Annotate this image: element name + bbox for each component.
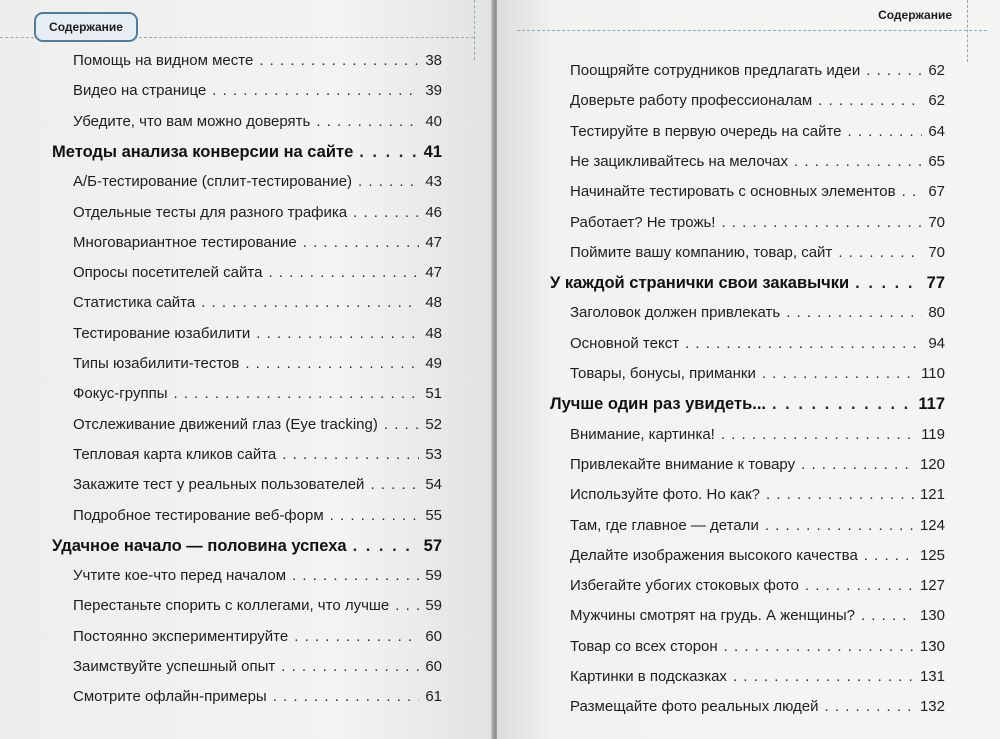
toc-entry xyxy=(73,234,442,251)
toc-entry-title: Работает? Не трожь! xyxy=(570,213,716,231)
toc-entry-title: Поощряйте сотрудников предлагать идеи xyxy=(570,62,861,79)
toc-entry-page: 131 xyxy=(919,668,945,685)
toc-entry-title: Помощь на видном месте xyxy=(73,52,254,69)
toc-entry-page: 62 xyxy=(928,92,945,110)
toc-entry-page: 60 xyxy=(425,627,442,645)
margin-rule-left xyxy=(474,0,475,60)
toc-entry-page: 41 xyxy=(423,142,442,161)
toc-leader-dots xyxy=(721,426,915,443)
toc-entry-page: 130 xyxy=(919,607,945,625)
toc-entry-page: 48 xyxy=(425,294,442,312)
toc-entry-page: 125 xyxy=(919,546,945,564)
toc-entry-page: 124 xyxy=(919,516,945,534)
toc-entry xyxy=(570,638,945,655)
toc-entry-title: Видео на странице xyxy=(73,82,207,100)
toc-entry-title: Учтите кое-что перед началом xyxy=(73,567,287,585)
toc-entry xyxy=(570,123,945,140)
toc-leader-dots xyxy=(281,658,419,675)
toc-entry xyxy=(570,183,945,200)
toc-entry-title: Лучше один раз увидеть... xyxy=(550,395,766,414)
toc-leader-dots xyxy=(864,547,914,564)
toc-entry-page: 48 xyxy=(425,324,442,342)
toc-entry-title: Методы анализа конверсии на сайте xyxy=(52,142,354,161)
toc-entry-title: Избегайте убогих стоковых фото xyxy=(570,577,799,595)
toc-entry xyxy=(570,577,945,594)
toc-entry xyxy=(73,507,442,524)
toc-entry-title: Начинайте тестировать с основных элементов xyxy=(570,183,896,201)
toc-entry-title: Типы юзабилити-тестов xyxy=(73,355,240,372)
toc-entry-page: 127 xyxy=(919,577,945,595)
toc-entry-page: 117 xyxy=(918,395,945,414)
toc-entry-title: Основной текст xyxy=(570,334,680,352)
toc-leader-dots xyxy=(245,355,419,372)
toc-entry xyxy=(570,456,945,473)
toc-leader-dots xyxy=(201,294,419,311)
toc-entry xyxy=(570,426,945,443)
toc-leader-dots xyxy=(282,446,419,463)
toc-leader-dots xyxy=(395,597,419,614)
toc-entry-page: 47 xyxy=(425,233,442,251)
toc-entry xyxy=(570,304,945,321)
toc-entry-title: Размещайте фото реальных людей xyxy=(570,698,819,716)
toc-entry-title: Тестируйте в первую очередь на сайте xyxy=(570,122,842,140)
toc-leader-dots xyxy=(786,304,922,321)
toc-entry-page: 119 xyxy=(921,425,945,443)
toc-entry-title: У каждой странички свои закавычки xyxy=(550,274,850,293)
toc-entry-title: Доверьте работу профессионалам xyxy=(570,92,813,110)
toc-entry-page: 130 xyxy=(919,637,945,655)
toc-entry xyxy=(73,628,442,645)
toc-leader-dots xyxy=(825,698,914,715)
toc-entry xyxy=(570,214,945,231)
toc-section xyxy=(550,395,945,414)
toc-entry-title: Отслеживание движений глаз (Eye tracking) xyxy=(73,415,378,433)
toc-leader-dots xyxy=(292,567,419,584)
toc-entry xyxy=(73,446,442,463)
margin-rule-right xyxy=(967,0,968,62)
toc-entry-title: Внимание, картинка! xyxy=(570,425,715,443)
toc-entry-page: 53 xyxy=(425,445,442,463)
toc-leader-dots xyxy=(353,537,418,556)
toc-entry-page: 110 xyxy=(921,365,945,382)
toc-entry xyxy=(570,486,945,503)
toc-entry xyxy=(73,325,442,342)
running-header: Содержание xyxy=(878,8,952,22)
toc-leader-dots xyxy=(724,638,914,655)
toc-entry-title: Заголовок должен привлекать xyxy=(570,304,781,322)
toc-entry-title: Поймите вашу компанию, товар, сайт xyxy=(570,243,833,261)
toc-entry-title: Делайте изображения высокого качества xyxy=(570,546,858,564)
toc-entry-page: 132 xyxy=(919,698,945,716)
toc-leader-dots xyxy=(268,264,419,281)
toc-entry-page: 52 xyxy=(425,415,442,433)
toc-entry xyxy=(570,517,945,534)
toc-entry-page: 94 xyxy=(928,334,945,352)
toc-entry-title: Товар со всех сторон xyxy=(570,637,718,655)
toc-entry xyxy=(570,244,945,261)
toc-leader-dots xyxy=(273,688,420,705)
toc-entry-page: 46 xyxy=(425,203,442,221)
toc-entry xyxy=(73,82,442,99)
toc-leader-dots xyxy=(212,82,419,99)
contents-tab xyxy=(34,12,138,42)
toc-entry-page: 67 xyxy=(928,183,945,201)
toc-entry-title: Опросы посетителей сайта xyxy=(73,264,263,282)
toc-leader-dots xyxy=(848,123,923,140)
toc-entry-page: 60 xyxy=(425,658,442,675)
toc-entry-page: 51 xyxy=(425,385,442,403)
toc-leader-dots xyxy=(259,52,419,69)
toc-entry-page: 47 xyxy=(425,264,442,282)
toc-leader-dots xyxy=(685,335,922,352)
toc-leader-dots xyxy=(801,456,914,473)
toc-entry-title: Не зацикливайтесь на мелочах xyxy=(570,152,788,170)
toc-entry-page: 38 xyxy=(425,52,442,69)
toc-entry-title: Там, где главное — детали xyxy=(570,516,759,534)
toc-leader-dots xyxy=(772,395,912,414)
toc-entry-title: Многовариантное тестирование xyxy=(73,233,297,251)
toc-leader-dots xyxy=(766,486,914,503)
toc-entry xyxy=(73,294,442,311)
toc-entry-title: Удачное начало — половина успеха xyxy=(52,536,347,555)
toc-leader-dots xyxy=(256,325,419,342)
toc-entry-page: 59 xyxy=(425,597,442,615)
toc-entry xyxy=(570,547,945,564)
toc-entry xyxy=(73,355,442,372)
toc-entry xyxy=(73,476,442,493)
left-page xyxy=(0,0,493,739)
toc-entry-title: Смотрите офлайн-примеры xyxy=(73,688,267,706)
header-rule-left xyxy=(0,37,34,38)
toc-entry xyxy=(73,204,442,221)
toc-leader-dots xyxy=(303,234,420,251)
toc-entry xyxy=(570,607,945,624)
toc-section xyxy=(52,537,442,556)
toc-leader-dots xyxy=(902,183,923,200)
toc-entry-page: 55 xyxy=(425,506,442,524)
toc-entry-page: 80 xyxy=(928,304,945,322)
toc-entry xyxy=(73,52,442,69)
toc-entry-title: Заимствуйте успешный опыт xyxy=(73,658,276,675)
toc-entry xyxy=(73,113,442,130)
toc-entry-page: 43 xyxy=(425,173,442,191)
toc-entry xyxy=(73,658,442,675)
toc-entry-title: Картинки в подсказках xyxy=(570,668,727,685)
toc-entry xyxy=(73,567,442,584)
contents-tab-label: Содержание xyxy=(49,20,123,34)
toc-entry-title: Статистика сайта xyxy=(73,294,196,312)
toc-entry xyxy=(570,698,945,715)
toc-leader-dots xyxy=(733,668,914,685)
toc-entry-title: Подробное тестирование веб-форм xyxy=(73,506,324,524)
toc-leader-dots xyxy=(359,143,417,162)
toc-entry-page: 121 xyxy=(919,486,945,504)
header-rule-right xyxy=(517,30,987,31)
toc-entry xyxy=(570,62,945,79)
toc-leader-dots xyxy=(330,507,420,524)
toc-leader-dots xyxy=(762,365,915,382)
toc-entry-title: Убедите, что вам можно доверять xyxy=(73,112,311,130)
toc-entry xyxy=(73,688,442,705)
toc-entry-page: 64 xyxy=(928,122,945,140)
toc-leader-dots xyxy=(818,92,922,109)
toc-entry-page: 70 xyxy=(928,243,945,261)
toc-entry xyxy=(570,153,945,170)
toc-entry-title: Товары, бонусы, приманки xyxy=(570,365,756,382)
toc-entry-page: 39 xyxy=(425,82,442,100)
toc-entry-page: 40 xyxy=(425,112,442,130)
toc-entry-title: Фокус-группы xyxy=(73,385,168,403)
toc-entry xyxy=(73,173,442,190)
toc-leader-dots xyxy=(805,577,914,594)
toc-leader-dots xyxy=(866,62,922,79)
toc-entry-page: 62 xyxy=(928,62,945,79)
toc-entry-page: 61 xyxy=(425,688,442,706)
toc-entry-title: Используйте фото. Но как? xyxy=(570,486,760,504)
toc-leader-dots xyxy=(353,204,419,221)
toc-leader-dots xyxy=(765,517,914,534)
toc-entry-page: 54 xyxy=(425,476,442,494)
toc-entry-page: 77 xyxy=(926,274,945,293)
toc-entry xyxy=(570,668,945,685)
toc-entry xyxy=(570,92,945,109)
toc-leader-dots xyxy=(316,113,419,130)
toc-entry-title: Тестирование юзабилити xyxy=(73,324,251,342)
toc-entry xyxy=(73,385,442,402)
toc-entry-title: Мужчины смотрят на грудь. А женщины? xyxy=(570,607,855,625)
toc-entry-title: А/Б-тестирование (сплит-тестирование) xyxy=(73,173,353,191)
toc-leader-dots xyxy=(861,607,914,624)
toc-section xyxy=(550,274,945,293)
toc-entry-page: 65 xyxy=(928,152,945,170)
header-rule-left-2 xyxy=(134,37,474,38)
toc-section xyxy=(52,143,442,162)
toc-entry-title: Перестаньте спорить с коллегами, что лучше xyxy=(73,597,390,615)
toc-entry xyxy=(73,264,442,281)
toc-entry xyxy=(73,597,442,614)
toc-entry-page: 70 xyxy=(928,213,945,231)
toc-entry-page: 59 xyxy=(425,567,442,585)
toc-entry xyxy=(570,335,945,352)
toc-entry-page: 57 xyxy=(423,536,442,555)
toc-entry-title: Привлекайте внимание к товару xyxy=(570,455,796,473)
toc-leader-dots xyxy=(370,476,419,493)
toc-entry-title: Постоянно экспериментируйте xyxy=(73,627,289,645)
toc-entry xyxy=(73,416,442,433)
toc-entry-page: 49 xyxy=(425,355,442,372)
toc-entry xyxy=(570,365,945,382)
toc-leader-dots xyxy=(294,628,419,645)
toc-leader-dots xyxy=(384,416,419,433)
toc-leader-dots xyxy=(794,153,922,170)
right-page xyxy=(497,0,1000,739)
toc-entry-title: Тепловая карта кликов сайта xyxy=(73,445,277,463)
toc-leader-dots xyxy=(838,244,922,261)
toc-leader-dots xyxy=(358,173,419,190)
toc-entry-title: Закажите тест у реальных пользователей xyxy=(73,476,365,494)
toc-entry-title: Отдельные тесты для разного трафика xyxy=(73,203,348,221)
toc-leader-dots xyxy=(855,274,920,293)
toc-leader-dots xyxy=(721,214,922,231)
toc-entry-page: 120 xyxy=(919,455,945,473)
toc-leader-dots xyxy=(173,385,419,402)
